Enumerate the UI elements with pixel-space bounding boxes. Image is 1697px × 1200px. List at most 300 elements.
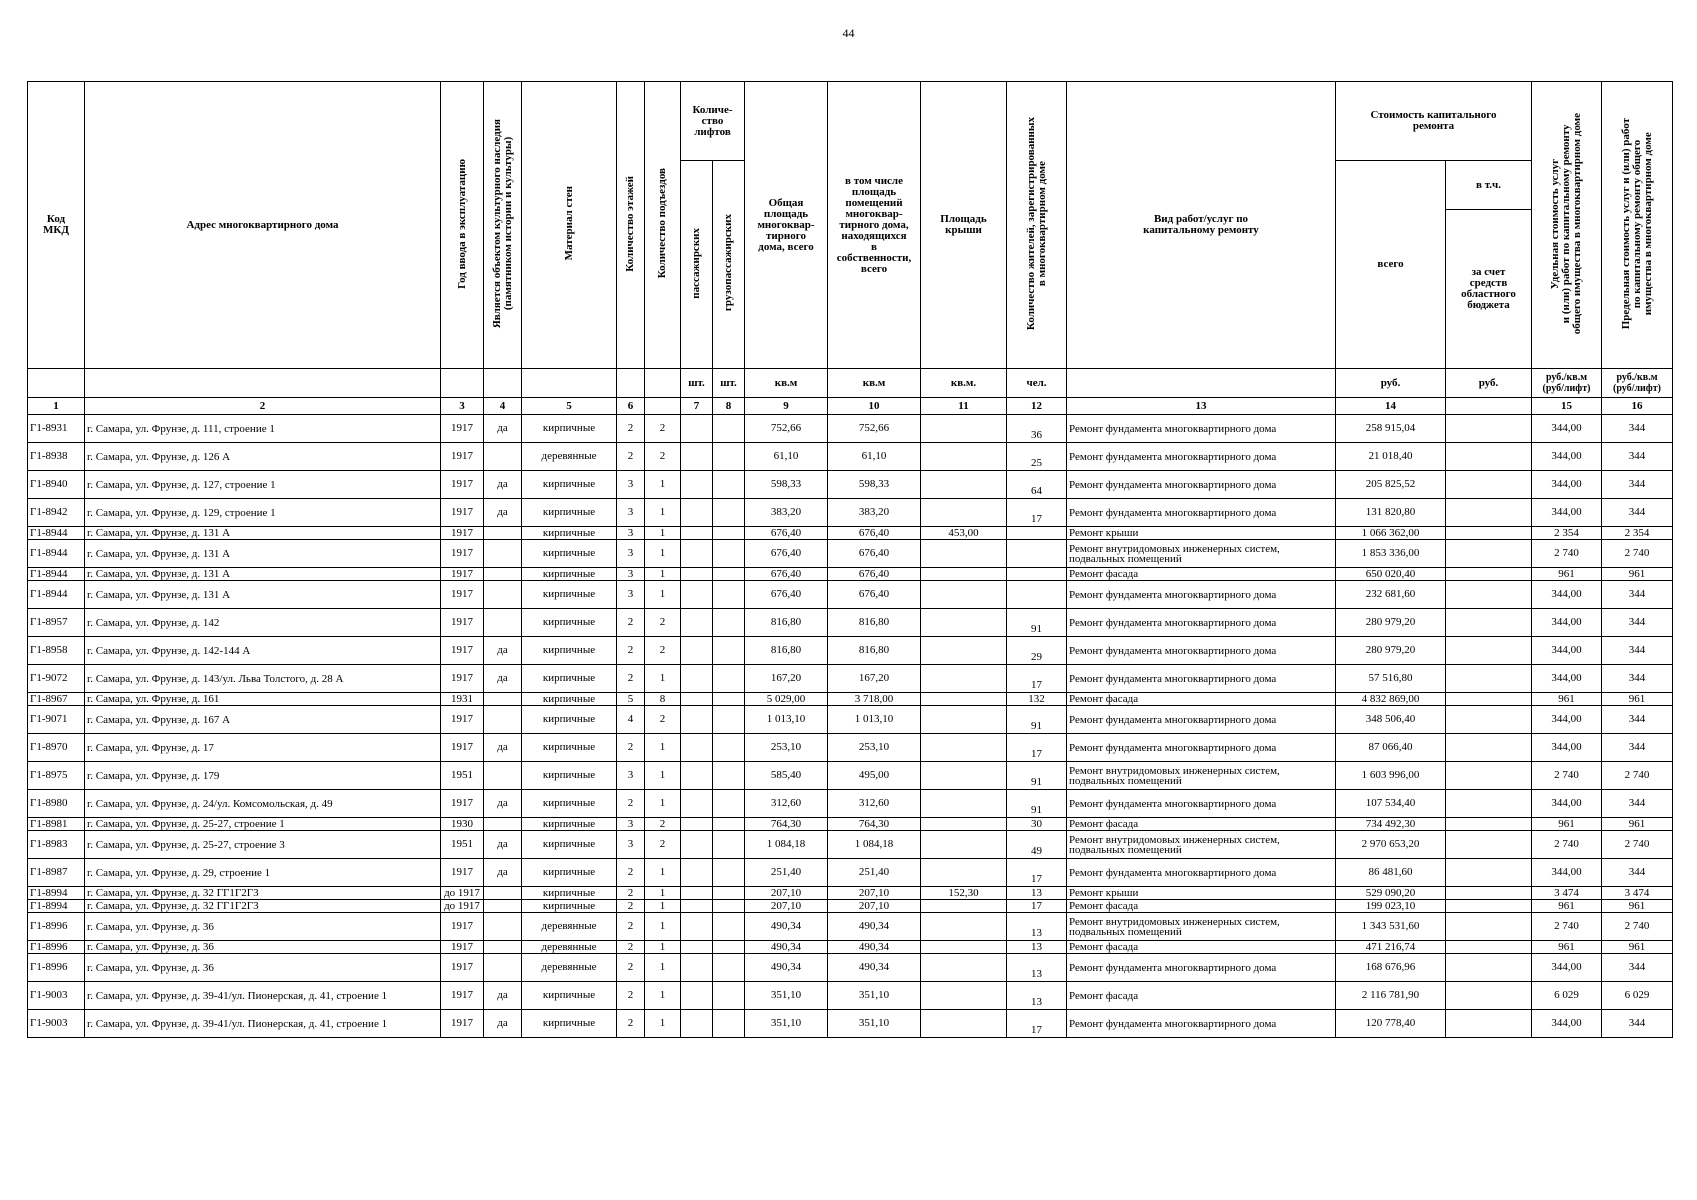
cell-code: Г1-8983 xyxy=(28,831,85,859)
cell-material: деревянные xyxy=(522,913,617,941)
cell-cost-total: 2 116 781,90 xyxy=(1336,982,1446,1010)
cell-unit-cost: 344,00 xyxy=(1532,954,1602,982)
cell-unit-cost: 961 xyxy=(1532,900,1602,913)
cell-entrances: 1 xyxy=(645,665,681,693)
cell-cost-regional xyxy=(1446,527,1532,540)
cell-limit-cost: 2 740 xyxy=(1602,913,1673,941)
cell-cost-total: 4 832 869,00 xyxy=(1336,693,1446,706)
cell-owned-area: 207,10 xyxy=(828,887,921,900)
table-row xyxy=(28,941,1673,954)
cell-address: г. Самара, ул. Фрунзе, д. 161 xyxy=(85,693,441,706)
cell-owned-area: 167,20 xyxy=(828,665,921,693)
cell-unit-cost: 961 xyxy=(1532,568,1602,581)
cell-cost-total: 280 979,20 xyxy=(1336,637,1446,665)
cell-heritage: да xyxy=(484,790,522,818)
cell-material: кирпичные xyxy=(522,900,617,913)
cell-residents: 91 xyxy=(1007,762,1067,790)
cell-roof-area: 152,30 xyxy=(921,887,1007,900)
cell-floors: 2 xyxy=(617,900,645,913)
cell-entrances: 2 xyxy=(645,818,681,831)
cell-floors: 3 xyxy=(617,471,645,499)
table-row xyxy=(28,734,1673,762)
cell-unit-cost: 344,00 xyxy=(1532,734,1602,762)
cell-address: г. Самара, ул. Фрунзе, д. 143/ул. Льва Толстого, д. 28 А xyxy=(85,665,441,693)
cell-lifts-passenger xyxy=(681,1010,713,1038)
cell-address: г. Самара, ул. Фрунзе, д. 25-27, строение 1 xyxy=(85,818,441,831)
column-number: 3 xyxy=(441,398,484,415)
header-lifts-passenger: пассажирских xyxy=(681,161,713,369)
cell-lifts-passenger xyxy=(681,499,713,527)
cell-cost-total: 1 066 362,00 xyxy=(1336,527,1446,540)
cell-material: кирпичные xyxy=(522,581,617,609)
header-cost-incl: в т.ч. xyxy=(1446,161,1532,210)
cell-lifts-freight xyxy=(713,665,745,693)
cell-cost-total: 1 603 996,00 xyxy=(1336,762,1446,790)
header-year: Год ввода в эксплуатацию xyxy=(441,82,484,369)
cell-owned-area: 676,40 xyxy=(828,568,921,581)
cell-floors: 2 xyxy=(617,941,645,954)
cell-work-type: Ремонт внутридомовых инженерных систем, подвальных помещений xyxy=(1067,831,1336,859)
cell-entrances: 1 xyxy=(645,581,681,609)
cell-address: г. Самара, ул. Фрунзе, д. 127, строение 1 xyxy=(85,471,441,499)
cell-heritage xyxy=(484,540,522,568)
cell-residents: 13 xyxy=(1007,887,1067,900)
cell-roof-area xyxy=(921,831,1007,859)
cell-work-type: Ремонт фасада xyxy=(1067,982,1336,1010)
cell-roof-area xyxy=(921,859,1007,887)
cell-material: кирпичные xyxy=(522,471,617,499)
table-row xyxy=(28,790,1673,818)
cell-unit-cost: 2 740 xyxy=(1532,540,1602,568)
cell-owned-area: 598,33 xyxy=(828,471,921,499)
cell-roof-area xyxy=(921,941,1007,954)
cell-roof-area xyxy=(921,693,1007,706)
cell-cost-total: 107 534,40 xyxy=(1336,790,1446,818)
cell-owned-area: 1 084,18 xyxy=(828,831,921,859)
cell-total-area: 312,60 xyxy=(745,790,828,818)
cell-code: Г1-8944 xyxy=(28,527,85,540)
header-cost: Стоимость капитального ремонта xyxy=(1336,82,1532,161)
header-cost-total: всего xyxy=(1336,161,1446,369)
cell-residents: 17 xyxy=(1007,665,1067,693)
cell-code: Г1-9003 xyxy=(28,1010,85,1038)
cell-residents: 64 xyxy=(1007,471,1067,499)
cell-work-type: Ремонт внутридомовых инженерных систем, подвальных помещений xyxy=(1067,762,1336,790)
cell-address: г. Самара, ул. Фрунзе, д. 32 ГГ1Г2Г3 xyxy=(85,887,441,900)
cell-heritage xyxy=(484,443,522,471)
cell-cost-regional xyxy=(1446,941,1532,954)
cell-roof-area xyxy=(921,954,1007,982)
cell-cost-total: 87 066,40 xyxy=(1336,734,1446,762)
cell-work-type: Ремонт фундамента многоквартирного дома xyxy=(1067,954,1336,982)
cell-owned-area: 495,00 xyxy=(828,762,921,790)
cell-cost-regional xyxy=(1446,540,1532,568)
cell-lifts-passenger xyxy=(681,581,713,609)
cell-work-type: Ремонт внутридомовых инженерных систем, подвальных помещений xyxy=(1067,540,1336,568)
cell-residents: 49 xyxy=(1007,831,1067,859)
cell-limit-cost: 2 740 xyxy=(1602,762,1673,790)
cell-cost-total: 120 778,40 xyxy=(1336,1010,1446,1038)
cell-lifts-freight xyxy=(713,568,745,581)
cell-cost-regional xyxy=(1446,818,1532,831)
cell-floors: 2 xyxy=(617,609,645,637)
cell-address: г. Самара, ул. Фрунзе, д. 39-41/ул. Пионерская, д. 41, строение 1 xyxy=(85,982,441,1010)
cell-heritage: да xyxy=(484,415,522,443)
column-number: 5 xyxy=(522,398,617,415)
cell-code: Г1-8944 xyxy=(28,568,85,581)
cell-cost-total: 1 343 531,60 xyxy=(1336,913,1446,941)
table-row xyxy=(28,913,1673,941)
cell-unit-cost: 344,00 xyxy=(1532,665,1602,693)
cell-lifts-freight xyxy=(713,734,745,762)
cell-limit-cost: 344 xyxy=(1602,609,1673,637)
cell-roof-area xyxy=(921,790,1007,818)
cell-lifts-passenger xyxy=(681,900,713,913)
header-material: Материал стен xyxy=(522,82,617,369)
header-lifts-freight: грузопассажирских xyxy=(713,161,745,369)
cell-lifts-passenger xyxy=(681,954,713,982)
cell-cost-regional xyxy=(1446,859,1532,887)
cell-material: кирпичные xyxy=(522,665,617,693)
cell-code: Г1-9071 xyxy=(28,706,85,734)
cell-cost-total: 1 853 336,00 xyxy=(1336,540,1446,568)
cell-total-area: 253,10 xyxy=(745,734,828,762)
unit-rub: руб. xyxy=(1336,369,1446,398)
cell-lifts-freight xyxy=(713,581,745,609)
cell-entrances: 2 xyxy=(645,706,681,734)
cell-lifts-passenger xyxy=(681,527,713,540)
cell-roof-area xyxy=(921,762,1007,790)
cell-work-type: Ремонт фундамента многоквартирного дома xyxy=(1067,665,1336,693)
cell-total-area: 167,20 xyxy=(745,665,828,693)
cell-lifts-freight xyxy=(713,900,745,913)
cell-entrances: 2 xyxy=(645,831,681,859)
cell-lifts-passenger xyxy=(681,665,713,693)
cell-floors: 2 xyxy=(617,887,645,900)
cell-total-area: 351,10 xyxy=(745,982,828,1010)
cell-work-type: Ремонт внутридомовых инженерных систем, подвальных помещений xyxy=(1067,913,1336,941)
table-row xyxy=(28,887,1673,900)
table-body xyxy=(28,415,1673,1038)
cell-owned-area: 3 718,00 xyxy=(828,693,921,706)
cell-work-type: Ремонт фасада xyxy=(1067,818,1336,831)
table-row xyxy=(28,568,1673,581)
cell-total-area: 207,10 xyxy=(745,900,828,913)
cell-entrances: 1 xyxy=(645,900,681,913)
cell-unit-cost: 344,00 xyxy=(1532,706,1602,734)
cell-total-area: 752,66 xyxy=(745,415,828,443)
cell-limit-cost: 961 xyxy=(1602,941,1673,954)
header-residents: Количество жителей, зарегистрированных в многоквартирном доме xyxy=(1007,82,1067,369)
cell-heritage: да xyxy=(484,471,522,499)
cell-roof-area xyxy=(921,734,1007,762)
cell-material: деревянные xyxy=(522,954,617,982)
cell-lifts-freight xyxy=(713,913,745,941)
cell-year: 1917 xyxy=(441,954,484,982)
unit-sqm: кв.м xyxy=(828,369,921,398)
cell-code: Г1-8944 xyxy=(28,581,85,609)
cell-unit-cost: 344,00 xyxy=(1532,415,1602,443)
table-row xyxy=(28,540,1673,568)
table-row xyxy=(28,859,1673,887)
unit-rub-per-sqm: руб./кв.м (руб/лифт) xyxy=(1602,369,1673,398)
cell-work-type: Ремонт фасада xyxy=(1067,900,1336,913)
table-row xyxy=(28,954,1673,982)
cell-heritage xyxy=(484,818,522,831)
cell-cost-total: 86 481,60 xyxy=(1336,859,1446,887)
cell-cost-total: 471 216,74 xyxy=(1336,941,1446,954)
cell-residents: 13 xyxy=(1007,941,1067,954)
cell-year: до 1917 xyxy=(441,900,484,913)
cell-cost-total: 2 970 653,20 xyxy=(1336,831,1446,859)
cell-material: кирпичные xyxy=(522,818,617,831)
cell-material: кирпичные xyxy=(522,540,617,568)
cell-cost-regional xyxy=(1446,831,1532,859)
cell-cost-regional xyxy=(1446,790,1532,818)
cell-address: г. Самара, ул. Фрунзе, д. 131 А xyxy=(85,568,441,581)
cell-lifts-freight xyxy=(713,637,745,665)
cell-heritage xyxy=(484,693,522,706)
cell-code: Г1-8970 xyxy=(28,734,85,762)
cell-cost-regional xyxy=(1446,471,1532,499)
header-code: Код МКД xyxy=(28,82,85,369)
cell-total-area: 676,40 xyxy=(745,540,828,568)
cell-cost-regional xyxy=(1446,762,1532,790)
cell-total-area: 61,10 xyxy=(745,443,828,471)
unit-rub-per-sqm: руб./кв.м (руб/лифт) xyxy=(1532,369,1602,398)
cell-owned-area: 1 013,10 xyxy=(828,706,921,734)
cell-material: кирпичные xyxy=(522,859,617,887)
cell-cost-regional xyxy=(1446,443,1532,471)
cell-roof-area xyxy=(921,818,1007,831)
cell-work-type: Ремонт крыши xyxy=(1067,887,1336,900)
cell-total-area: 490,34 xyxy=(745,941,828,954)
cell-heritage: да xyxy=(484,831,522,859)
cell-code: Г1-8981 xyxy=(28,818,85,831)
cell-heritage: да xyxy=(484,499,522,527)
cell-year: 1917 xyxy=(441,859,484,887)
cell-work-type: Ремонт фундамента многоквартирного дома xyxy=(1067,471,1336,499)
cell-entrances: 1 xyxy=(645,954,681,982)
unit-people: чел. xyxy=(1007,369,1067,398)
cell-residents: 132 xyxy=(1007,693,1067,706)
cell-lifts-freight xyxy=(713,941,745,954)
cell-roof-area xyxy=(921,471,1007,499)
cell-address: г. Самара, ул. Фрунзе, д. 32 ГГ1Г2Г3 xyxy=(85,900,441,913)
cell-heritage xyxy=(484,568,522,581)
cell-address: г. Самара, ул. Фрунзе, д. 25-27, строение 3 xyxy=(85,831,441,859)
cell-limit-cost: 961 xyxy=(1602,693,1673,706)
cell-address: г. Самара, ул. Фрунзе, д. 179 xyxy=(85,762,441,790)
cell-floors: 2 xyxy=(617,982,645,1010)
cell-unit-cost: 344,00 xyxy=(1532,1010,1602,1038)
cell-lifts-freight xyxy=(713,693,745,706)
cell-lifts-passenger xyxy=(681,982,713,1010)
cell-lifts-freight xyxy=(713,831,745,859)
cell-roof-area xyxy=(921,443,1007,471)
header-limit-cost: Предельная стоимость услуг и (или) работ по капитальному ремонту общего имущества в многоквартирном доме xyxy=(1602,82,1673,369)
cell-work-type: Ремонт фундамента многоквартирного дома xyxy=(1067,499,1336,527)
cell-floors: 2 xyxy=(617,913,645,941)
cell-limit-cost: 344 xyxy=(1602,734,1673,762)
cell-residents xyxy=(1007,527,1067,540)
cell-total-area: 676,40 xyxy=(745,527,828,540)
cell-lifts-freight xyxy=(713,859,745,887)
table-row xyxy=(28,982,1673,1010)
table-row xyxy=(28,762,1673,790)
cell-limit-cost: 344 xyxy=(1602,1010,1673,1038)
cell-limit-cost: 344 xyxy=(1602,499,1673,527)
cell-floors: 3 xyxy=(617,762,645,790)
cell-cost-total: 734 492,30 xyxy=(1336,818,1446,831)
cell-floors: 2 xyxy=(617,443,645,471)
header-cost-regional: за счет средств областного бюджета xyxy=(1446,210,1532,369)
cell-cost-regional xyxy=(1446,900,1532,913)
unit-sqm: кв.м xyxy=(745,369,828,398)
cell-lifts-passenger xyxy=(681,471,713,499)
cell-roof-area xyxy=(921,499,1007,527)
cell-limit-cost: 344 xyxy=(1602,415,1673,443)
cell-owned-area: 676,40 xyxy=(828,527,921,540)
cell-lifts-passenger xyxy=(681,706,713,734)
cell-floors: 2 xyxy=(617,734,645,762)
cell-heritage: да xyxy=(484,734,522,762)
table-row xyxy=(28,581,1673,609)
cell-work-type: Ремонт фундамента многоквартирного дома xyxy=(1067,609,1336,637)
cell-work-type: Ремонт фундамента многоквартирного дома xyxy=(1067,415,1336,443)
cell-total-area: 1 013,10 xyxy=(745,706,828,734)
cell-lifts-passenger xyxy=(681,540,713,568)
cell-unit-cost: 961 xyxy=(1532,693,1602,706)
cell-address: г. Самара, ул. Фрунзе, д. 39-41/ул. Пионерская, д. 41, строение 1 xyxy=(85,1010,441,1038)
cell-year: 1917 xyxy=(441,499,484,527)
cell-heritage xyxy=(484,887,522,900)
cell-year: 1917 xyxy=(441,665,484,693)
cell-year: 1917 xyxy=(441,527,484,540)
cell-lifts-passenger xyxy=(681,693,713,706)
cell-residents: 17 xyxy=(1007,900,1067,913)
cell-roof-area xyxy=(921,982,1007,1010)
cell-floors: 2 xyxy=(617,637,645,665)
cell-roof-area xyxy=(921,581,1007,609)
cell-floors: 3 xyxy=(617,581,645,609)
cell-unit-cost: 344,00 xyxy=(1532,471,1602,499)
unit-pcs: шт. xyxy=(713,369,745,398)
cell-roof-area: 453,00 xyxy=(921,527,1007,540)
cell-residents: 91 xyxy=(1007,790,1067,818)
cell-residents: 30 xyxy=(1007,818,1067,831)
cell-unit-cost: 6 029 xyxy=(1532,982,1602,1010)
cell-lifts-freight xyxy=(713,954,745,982)
cell-roof-area xyxy=(921,900,1007,913)
cell-heritage xyxy=(484,941,522,954)
cell-owned-area: 490,34 xyxy=(828,913,921,941)
cell-code: Г1-8931 xyxy=(28,415,85,443)
cell-work-type: Ремонт фундамента многоквартирного дома xyxy=(1067,1010,1336,1038)
column-number: 15 xyxy=(1532,398,1602,415)
column-number: 1 xyxy=(28,398,85,415)
cell-limit-cost: 2 354 xyxy=(1602,527,1673,540)
cell-cost-regional xyxy=(1446,913,1532,941)
cell-owned-area: 752,66 xyxy=(828,415,921,443)
cell-year: 1917 xyxy=(441,1010,484,1038)
cell-work-type: Ремонт фундамента многоквартирного дома xyxy=(1067,734,1336,762)
cell-lifts-passenger xyxy=(681,887,713,900)
cell-floors: 3 xyxy=(617,568,645,581)
cell-cost-regional xyxy=(1446,982,1532,1010)
cell-owned-area: 490,34 xyxy=(828,941,921,954)
cell-year: 1917 xyxy=(441,913,484,941)
cell-heritage: да xyxy=(484,1010,522,1038)
cell-entrances: 1 xyxy=(645,941,681,954)
cell-code: Г1-8994 xyxy=(28,900,85,913)
cell-limit-cost: 344 xyxy=(1602,471,1673,499)
cell-entrances: 1 xyxy=(645,499,681,527)
cell-total-area: 5 029,00 xyxy=(745,693,828,706)
cell-limit-cost: 344 xyxy=(1602,443,1673,471)
cell-unit-cost: 344,00 xyxy=(1532,859,1602,887)
cell-total-area: 816,80 xyxy=(745,637,828,665)
cell-lifts-passenger xyxy=(681,443,713,471)
column-number: 16 xyxy=(1602,398,1673,415)
cell-lifts-freight xyxy=(713,609,745,637)
cell-cost-regional xyxy=(1446,954,1532,982)
table-row xyxy=(28,1010,1673,1038)
cell-year: 1917 xyxy=(441,471,484,499)
cell-heritage xyxy=(484,706,522,734)
cell-lifts-passenger xyxy=(681,415,713,443)
cell-roof-area xyxy=(921,706,1007,734)
cell-cost-total: 205 825,52 xyxy=(1336,471,1446,499)
table-row xyxy=(28,693,1673,706)
cell-unit-cost: 344,00 xyxy=(1532,609,1602,637)
page-number: 44 xyxy=(842,26,855,40)
cell-total-area: 490,34 xyxy=(745,913,828,941)
cell-material: кирпичные xyxy=(522,499,617,527)
cell-heritage xyxy=(484,581,522,609)
cell-total-area: 598,33 xyxy=(745,471,828,499)
cell-floors: 4 xyxy=(617,706,645,734)
table-row xyxy=(28,499,1673,527)
cell-total-area: 383,20 xyxy=(745,499,828,527)
table-row xyxy=(28,609,1673,637)
cell-heritage xyxy=(484,913,522,941)
cell-residents xyxy=(1007,568,1067,581)
cell-code: Г1-8944 xyxy=(28,540,85,568)
column-number xyxy=(645,398,681,415)
cell-lifts-freight xyxy=(713,1010,745,1038)
cell-year: 1917 xyxy=(441,540,484,568)
cell-address: г. Самара, ул. Фрунзе, д. 17 xyxy=(85,734,441,762)
cell-limit-cost: 344 xyxy=(1602,954,1673,982)
cell-residents: 13 xyxy=(1007,954,1067,982)
cell-year: 1931 xyxy=(441,693,484,706)
cell-roof-area xyxy=(921,665,1007,693)
cell-owned-area: 61,10 xyxy=(828,443,921,471)
column-number: 6 xyxy=(617,398,645,415)
column-number: 4 xyxy=(484,398,522,415)
cell-owned-area: 207,10 xyxy=(828,900,921,913)
header-total-area: Общая площадь многоквар- тирного дома, всего xyxy=(745,82,828,369)
cell-owned-area: 251,40 xyxy=(828,859,921,887)
cell-year: до 1917 xyxy=(441,887,484,900)
cell-code: Г1-8942 xyxy=(28,499,85,527)
cell-entrances: 1 xyxy=(645,982,681,1010)
cell-limit-cost: 344 xyxy=(1602,859,1673,887)
table-row xyxy=(28,900,1673,913)
cell-cost-total: 168 676,96 xyxy=(1336,954,1446,982)
cell-total-area: 676,40 xyxy=(745,581,828,609)
